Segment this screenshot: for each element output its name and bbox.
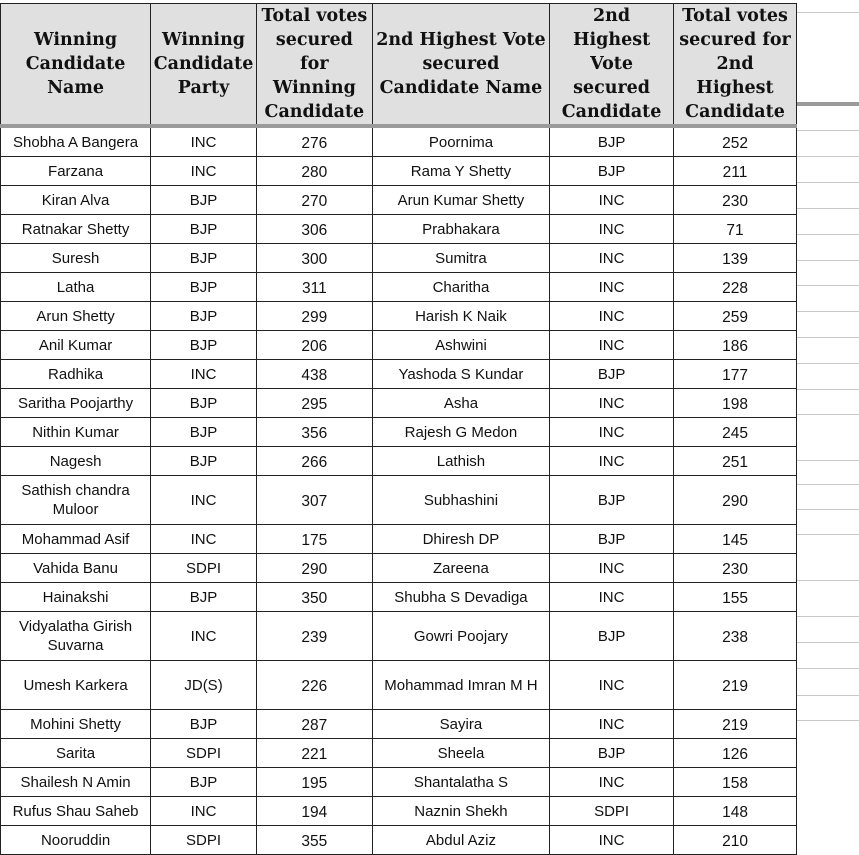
cell-winning-votes: 290 bbox=[256, 554, 372, 583]
cell-winning-votes: 206 bbox=[256, 331, 372, 360]
header-row bbox=[1, 4, 797, 127]
cell-winning-candidate-name: Radhika bbox=[1, 360, 151, 389]
cell-second-candidate-party: BJP bbox=[550, 360, 674, 389]
cell-second-candidate-party: INC bbox=[550, 389, 674, 418]
header-second-candidate-name: 2nd Highest Vote secured Candidate Name bbox=[372, 4, 549, 127]
cell-second-votes: 71 bbox=[674, 215, 797, 244]
cell-winning-candidate-party: INC bbox=[151, 476, 257, 525]
cell-winning-candidate-name: Arun Shetty bbox=[1, 302, 151, 331]
cell-second-candidate-name: Zareena bbox=[372, 554, 549, 583]
cell-winning-candidate-name: Ratnakar Shetty bbox=[1, 215, 151, 244]
cell-winning-candidate-name: Nagesh bbox=[1, 447, 151, 476]
cell-second-votes: 145 bbox=[674, 525, 797, 554]
cell-winning-votes: 280 bbox=[256, 157, 372, 186]
cell-second-candidate-name: Sumitra bbox=[372, 244, 549, 273]
table-row bbox=[1, 710, 797, 739]
gridline bbox=[796, 642, 859, 643]
cell-winning-votes: 276 bbox=[256, 126, 372, 157]
cell-second-candidate-party: INC bbox=[550, 302, 674, 331]
cell-second-candidate-party: SDPI bbox=[550, 797, 674, 826]
cell-second-candidate-name: Gowri Poojary bbox=[372, 612, 549, 661]
cell-winning-votes: 356 bbox=[256, 418, 372, 447]
cell-winning-candidate-party: INC bbox=[151, 525, 257, 554]
cell-winning-candidate-name: Umesh Karkera bbox=[1, 661, 151, 710]
header-second-votes: Total votes secured for 2nd Highest Candidate bbox=[674, 4, 797, 127]
cell-winning-candidate-party: BJP bbox=[151, 768, 257, 797]
cell-winning-candidate-party: BJP bbox=[151, 447, 257, 476]
cell-second-candidate-party: INC bbox=[550, 418, 674, 447]
cell-winning-candidate-party: INC bbox=[151, 157, 257, 186]
cell-winning-votes: 300 bbox=[256, 244, 372, 273]
cell-winning-votes: 295 bbox=[256, 389, 372, 418]
cell-second-candidate-party: BJP bbox=[550, 157, 674, 186]
cell-second-candidate-party: INC bbox=[550, 554, 674, 583]
table-row bbox=[1, 418, 797, 447]
cell-winning-candidate-party: BJP bbox=[151, 583, 257, 612]
cell-winning-candidate-party: BJP bbox=[151, 710, 257, 739]
cell-winning-candidate-name: Vahida Banu bbox=[1, 554, 151, 583]
cell-second-votes: 251 bbox=[674, 447, 797, 476]
cell-second-candidate-name: Naznin Shekh bbox=[372, 797, 549, 826]
cell-winning-candidate-name: Mohammad Asif bbox=[1, 525, 151, 554]
cell-winning-votes: 311 bbox=[256, 273, 372, 302]
cell-winning-candidate-party: BJP bbox=[151, 186, 257, 215]
cell-winning-candidate-name: Nooruddin bbox=[1, 826, 151, 855]
cell-winning-votes: 266 bbox=[256, 447, 372, 476]
cell-second-candidate-name: Charitha bbox=[372, 273, 549, 302]
cell-winning-candidate-party: BJP bbox=[151, 215, 257, 244]
gridline bbox=[796, 311, 859, 312]
cell-winning-votes: 195 bbox=[256, 768, 372, 797]
cell-winning-candidate-party: BJP bbox=[151, 331, 257, 360]
cell-second-votes: 230 bbox=[674, 554, 797, 583]
table-row bbox=[1, 476, 797, 525]
cell-winning-candidate-party: BJP bbox=[151, 273, 257, 302]
cell-second-candidate-name: Rama Y Shetty bbox=[372, 157, 549, 186]
cell-winning-candidate-name: Suresh bbox=[1, 244, 151, 273]
cell-winning-candidate-name: Nithin Kumar bbox=[1, 418, 151, 447]
table-row bbox=[1, 612, 797, 661]
cell-winning-candidate-name: Shobha A Bangera bbox=[1, 126, 151, 157]
gridline bbox=[796, 285, 859, 286]
table-row bbox=[1, 157, 797, 186]
gridline bbox=[796, 414, 859, 415]
cell-second-votes: 198 bbox=[674, 389, 797, 418]
cell-second-candidate-party: BJP bbox=[550, 476, 674, 525]
cell-second-candidate-party: BJP bbox=[550, 739, 674, 768]
cell-winning-votes: 194 bbox=[256, 797, 372, 826]
cell-second-votes: 230 bbox=[674, 186, 797, 215]
gridline bbox=[796, 720, 859, 721]
table-row bbox=[1, 554, 797, 583]
cell-winning-candidate-party: BJP bbox=[151, 418, 257, 447]
table-row bbox=[1, 768, 797, 797]
cell-winning-votes: 307 bbox=[256, 476, 372, 525]
gridline bbox=[796, 182, 859, 183]
table-row bbox=[1, 126, 797, 157]
table-row bbox=[1, 331, 797, 360]
table-row bbox=[1, 797, 797, 826]
cell-second-candidate-name: Rajesh G Medon bbox=[372, 418, 549, 447]
cell-winning-candidate-party: BJP bbox=[151, 244, 257, 273]
cell-second-candidate-name: Yashoda S Kundar bbox=[372, 360, 549, 389]
cell-winning-votes: 350 bbox=[256, 583, 372, 612]
gridline bbox=[796, 389, 859, 390]
cell-second-candidate-name: Mohammad Imran M H bbox=[372, 661, 549, 710]
cell-second-candidate-name: Dhiresh DP bbox=[372, 525, 549, 554]
cell-winning-candidate-name: Anil Kumar bbox=[1, 331, 151, 360]
cell-winning-candidate-name: Sarita bbox=[1, 739, 151, 768]
cell-second-votes: 158 bbox=[674, 768, 797, 797]
cell-winning-candidate-name: Shailesh N Amin bbox=[1, 768, 151, 797]
cell-winning-candidate-name: Sathish chandra Muloor bbox=[1, 476, 151, 525]
gridline bbox=[796, 668, 859, 669]
cell-winning-candidate-name: Vidyalatha Girish Suvarna bbox=[1, 612, 151, 661]
cell-winning-candidate-name: Farzana bbox=[1, 157, 151, 186]
cell-winning-votes: 299 bbox=[256, 302, 372, 331]
cell-second-votes: 252 bbox=[674, 126, 797, 157]
cell-second-candidate-party: INC bbox=[550, 768, 674, 797]
cell-winning-votes: 355 bbox=[256, 826, 372, 855]
gridline bbox=[796, 460, 859, 461]
table-row bbox=[1, 389, 797, 418]
cell-second-candidate-name: Sheela bbox=[372, 739, 549, 768]
cell-second-candidate-name: Harish K Naik bbox=[372, 302, 549, 331]
table-row bbox=[1, 447, 797, 476]
gridline bbox=[796, 695, 859, 696]
cell-winning-votes: 306 bbox=[256, 215, 372, 244]
cell-second-candidate-party: INC bbox=[550, 710, 674, 739]
cell-second-votes: 148 bbox=[674, 797, 797, 826]
gridline bbox=[796, 130, 859, 131]
cell-second-votes: 219 bbox=[674, 661, 797, 710]
cell-second-candidate-name: Ashwini bbox=[372, 331, 549, 360]
cell-second-candidate-name: Prabhakara bbox=[372, 215, 549, 244]
cell-second-candidate-party: BJP bbox=[550, 126, 674, 157]
cell-second-votes: 238 bbox=[674, 612, 797, 661]
cell-winning-votes: 287 bbox=[256, 710, 372, 739]
cell-second-candidate-party: INC bbox=[550, 447, 674, 476]
election-results-table bbox=[0, 3, 797, 855]
cell-second-votes: 186 bbox=[674, 331, 797, 360]
cell-winning-votes: 226 bbox=[256, 661, 372, 710]
cell-winning-candidate-party: BJP bbox=[151, 302, 257, 331]
table-row bbox=[1, 186, 797, 215]
cell-second-votes: 177 bbox=[674, 360, 797, 389]
table-row bbox=[1, 739, 797, 768]
gridline bbox=[796, 484, 859, 485]
gridline bbox=[796, 102, 859, 106]
table-row bbox=[1, 360, 797, 389]
cell-winning-candidate-name: Saritha Poojarthy bbox=[1, 389, 151, 418]
cell-second-candidate-party: INC bbox=[550, 186, 674, 215]
cell-winning-votes: 175 bbox=[256, 525, 372, 554]
table-row bbox=[1, 244, 797, 273]
cell-second-candidate-name: Poornima bbox=[372, 126, 549, 157]
gridline bbox=[796, 337, 859, 338]
gridline bbox=[796, 156, 859, 157]
cell-winning-candidate-name: Kiran Alva bbox=[1, 186, 151, 215]
table-row bbox=[1, 661, 797, 710]
cell-winning-candidate-party: SDPI bbox=[151, 554, 257, 583]
cell-winning-votes: 438 bbox=[256, 360, 372, 389]
cell-second-votes: 211 bbox=[674, 157, 797, 186]
cell-winning-candidate-name: Rufus Shau Saheb bbox=[1, 797, 151, 826]
cell-second-candidate-party: INC bbox=[550, 215, 674, 244]
table-row bbox=[1, 302, 797, 331]
cell-second-votes: 245 bbox=[674, 418, 797, 447]
cell-winning-candidate-party: SDPI bbox=[151, 739, 257, 768]
gridline bbox=[796, 534, 859, 535]
cell-winning-candidate-party: INC bbox=[151, 360, 257, 389]
cell-second-votes: 210 bbox=[674, 826, 797, 855]
header-winning-candidate-name: Winning Candidate Name bbox=[1, 4, 151, 127]
cell-second-candidate-party: INC bbox=[550, 583, 674, 612]
cell-second-candidate-party: BJP bbox=[550, 525, 674, 554]
cell-second-candidate-name: Shantalatha S bbox=[372, 768, 549, 797]
gridline bbox=[796, 363, 859, 364]
cell-winning-votes: 239 bbox=[256, 612, 372, 661]
cell-winning-votes: 221 bbox=[256, 739, 372, 768]
gridline bbox=[796, 234, 859, 235]
gridline bbox=[796, 260, 859, 261]
cell-second-candidate-party: INC bbox=[550, 273, 674, 302]
cell-winning-candidate-party: SDPI bbox=[151, 826, 257, 855]
gridline bbox=[796, 12, 859, 13]
cell-second-votes: 259 bbox=[674, 302, 797, 331]
cell-second-candidate-name: Sayira bbox=[372, 710, 549, 739]
header-winning-candidate-party: Winning Candidate Party bbox=[151, 4, 257, 127]
header-winning-votes: Total votes secured for Winning Candidate bbox=[256, 4, 372, 127]
gridline bbox=[796, 208, 859, 209]
gridline bbox=[796, 580, 859, 581]
spreadsheet-gridlines bbox=[796, 0, 859, 749]
cell-second-candidate-party: INC bbox=[550, 826, 674, 855]
table-row bbox=[1, 525, 797, 554]
cell-second-votes: 139 bbox=[674, 244, 797, 273]
cell-second-votes: 155 bbox=[674, 583, 797, 612]
cell-second-votes: 228 bbox=[674, 273, 797, 302]
cell-second-candidate-name: Abdul Aziz bbox=[372, 826, 549, 855]
table-row bbox=[1, 826, 797, 855]
cell-second-candidate-name: Shubha S Devadiga bbox=[372, 583, 549, 612]
cell-second-votes: 126 bbox=[674, 739, 797, 768]
table-row bbox=[1, 215, 797, 244]
gridline bbox=[796, 616, 859, 617]
cell-second-candidate-name: Subhashini bbox=[372, 476, 549, 525]
cell-second-candidate-party: INC bbox=[550, 661, 674, 710]
cell-second-candidate-name: Lathish bbox=[372, 447, 549, 476]
cell-winning-candidate-party: INC bbox=[151, 612, 257, 661]
cell-second-votes: 219 bbox=[674, 710, 797, 739]
cell-winning-candidate-party: JD(S) bbox=[151, 661, 257, 710]
cell-winning-candidate-name: Latha bbox=[1, 273, 151, 302]
cell-second-votes: 290 bbox=[674, 476, 797, 525]
cell-winning-candidate-party: BJP bbox=[151, 389, 257, 418]
cell-winning-votes: 270 bbox=[256, 186, 372, 215]
cell-winning-candidate-party: INC bbox=[151, 126, 257, 157]
header-second-candidate-party: 2nd Highest Vote secured Candidate bbox=[550, 4, 674, 127]
table-row bbox=[1, 273, 797, 302]
cell-second-candidate-party: BJP bbox=[550, 612, 674, 661]
cell-second-candidate-party: INC bbox=[550, 331, 674, 360]
cell-winning-candidate-party: INC bbox=[151, 797, 257, 826]
table-row bbox=[1, 583, 797, 612]
cell-second-candidate-name: Asha bbox=[372, 389, 549, 418]
cell-second-candidate-name: Arun Kumar Shetty bbox=[372, 186, 549, 215]
cell-winning-candidate-name: Hainakshi bbox=[1, 583, 151, 612]
cell-winning-candidate-name: Mohini Shetty bbox=[1, 710, 151, 739]
gridline bbox=[796, 509, 859, 510]
cell-second-candidate-party: INC bbox=[550, 244, 674, 273]
